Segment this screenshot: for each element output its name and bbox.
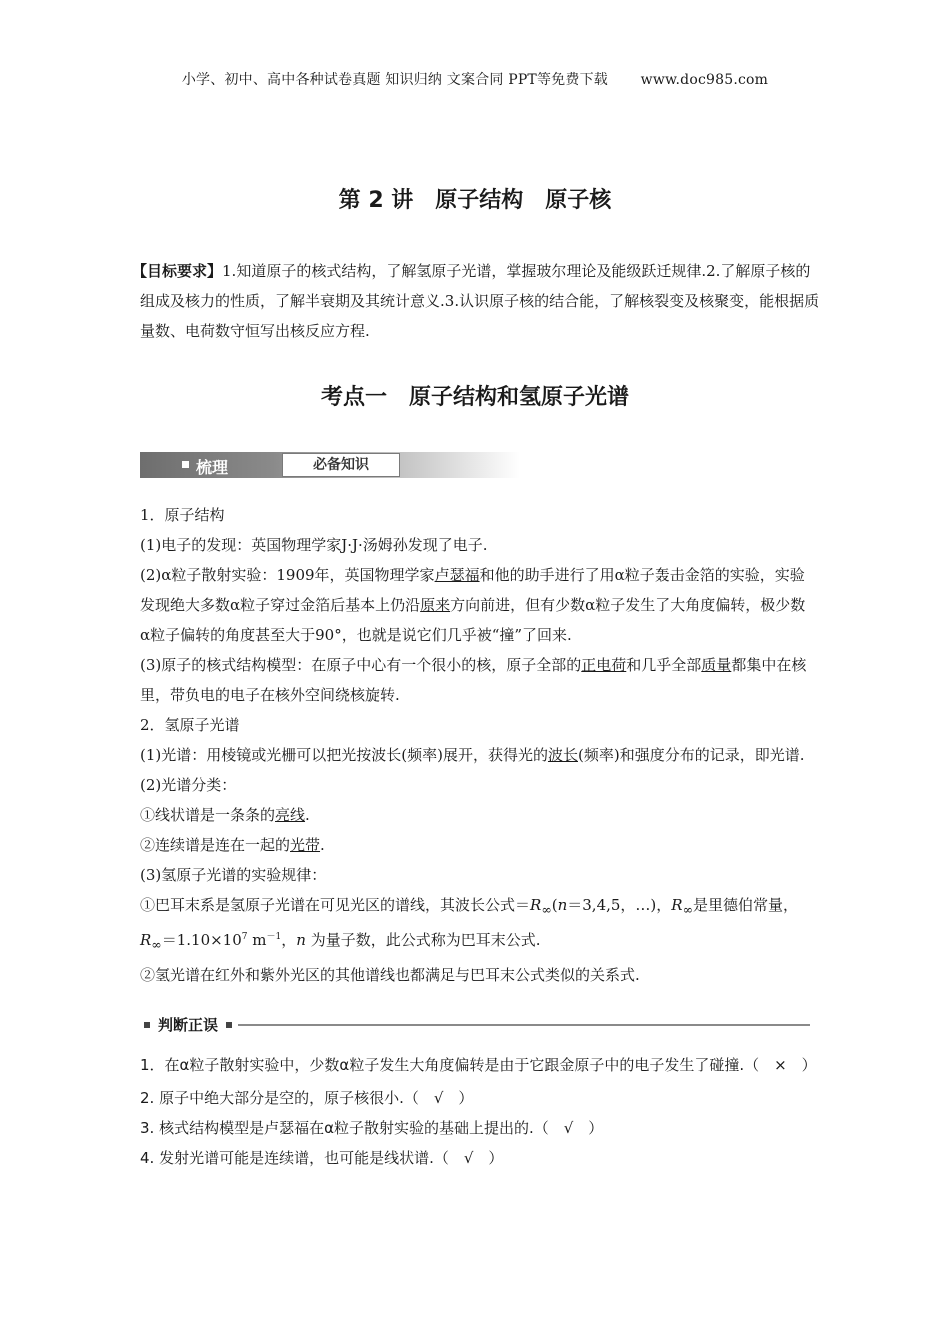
- para-spectrum-types: (2)光谱分类：: [140, 776, 237, 794]
- para-other-series: ②氢光谱在红外和紫外光区的其他谱线也都满足与巴耳末公式类似的关系式.: [140, 966, 640, 984]
- goal-tag: 【目标要求】: [132, 262, 223, 280]
- judge-title: 判断正误: [158, 1016, 219, 1034]
- banner-left: 梳理: [196, 458, 229, 477]
- para-experimental-rules: (3)氢原子光谱的实验规律：: [140, 866, 327, 884]
- judge-item-3: 3. 核式结构模型是卢瑟福在α粒子散射实验的基础上提出的.（ √ ）: [140, 1119, 604, 1137]
- goal-text: 1.知道原子的核式结构，了解氢原子光谱，掌握玻尔理论及能级跃迁规律.2.了解原子核的组成及核力的性质，了解半衰期及其统计意义.3.认识原子核的结合能，了解核裂变及核聚变，能根据质量数、电荷数守恒写出核反应方程.: [140, 262, 820, 340]
- header-text: 小学、初中、高中各种试卷真题 知识归纳 文案合同 PPT等免费下载: [181, 72, 608, 88]
- judge-item-2: 2. 原子中绝大部分是空的，原子核很小.（ √ ）: [140, 1089, 474, 1107]
- para-nuclear-model: (3)原子的核式结构模型：在原子中心有一个很小的核，原子全部的正电荷和几乎全部质量都集中在核里，带负电的电子在核外空间绕核旋转.: [140, 656, 807, 704]
- heading-atomic-structure: 1．原子结构: [140, 506, 225, 524]
- judge-divider: [238, 1024, 810, 1026]
- para-alpha-scattering: (2)α粒子散射实验：1909年，英国物理学家卢瑟福和他的助手进行了用α粒子轰击金箔的实验，实验发现绝大多数α粒子穿过金箔后基本上仍沿原来方向前进，但有少数α粒子发生了大角度偏转，极少数α粒子偏转的角度甚至大于90°，也就是说它们几乎被“撞”了回来.: [140, 566, 806, 644]
- judge-item-4: 4. 发射光谱可能是连续谱，也可能是线状谱.（ √ ）: [140, 1149, 504, 1167]
- lesson-title: 第 2 讲 原子结构 原子核: [338, 188, 612, 213]
- banner-right-box: 必备知识: [282, 453, 400, 477]
- para-spectrum: (1)光谱：用棱镜或光栅可以把光按波长(频率)展开，获得光的波长(频率)和强度分布的记录，即光谱.: [140, 746, 805, 764]
- square-bullet-icon: [226, 1022, 232, 1028]
- page-header: [0, 69, 950, 89]
- heading-hydrogen-spectrum: 2．氢原子光谱: [140, 716, 240, 734]
- para-line-spectrum: ①线状谱是一条条的亮线.: [140, 806, 310, 824]
- square-bullet-icon: [144, 1022, 150, 1028]
- para-balmer-series: ①巴耳末系是氢原子光谱在可见光区的谱线，其波长公式$=R_\infty(n=3,4,5$，…)，$R_\infty$是里德伯常量，$R_\infty=1.10\times 10^7$ $m^{-1}$，n 为量子数，此公式称为巴耳末公式.: [140, 896, 799, 952]
- section-title: 考点一 原子结构和氢原子光谱: [320, 385, 629, 410]
- header-url[interactable]: www.doc985.com: [640, 72, 769, 88]
- content-body: [140, 500, 815, 990]
- para-continuous-spectrum: ②连续谱是连在一起的光带.: [140, 836, 325, 854]
- goal-paragraph: [132, 256, 820, 346]
- knowledge-banner: [140, 452, 520, 482]
- judge-item-1: 1．在α粒子散射实验中，少数α粒子发生大角度偏转是由于它跟金原子中的电子发生了碰撞.（ × ）: [140, 1056, 817, 1074]
- judge-list: [140, 1050, 815, 1173]
- para-electron-discovery: (1)电子的发现：英国物理学家J·J·汤姆孙发现了电子.: [140, 536, 488, 554]
- judge-header: [140, 1014, 810, 1036]
